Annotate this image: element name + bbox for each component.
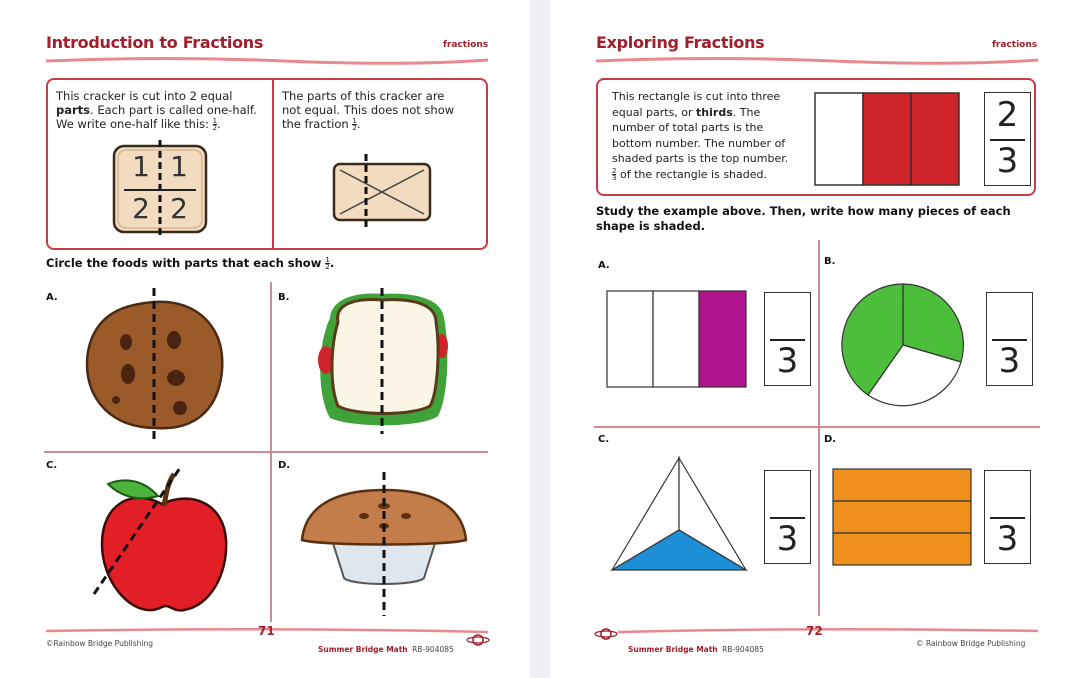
text-span: We write one-half like this:	[56, 117, 210, 131]
footer-book-info	[318, 639, 454, 657]
page-title: Introduction to Fractions	[46, 33, 264, 52]
text-span: .	[356, 117, 361, 131]
fraction-denominator: 3	[612, 174, 617, 182]
fraction-denominator: 2	[325, 263, 330, 271]
answer-box-c[interactable]	[764, 470, 811, 564]
fraction-denominator: 2	[352, 124, 357, 132]
left-page	[0, 0, 530, 678]
text-line: The parts of this cracker are	[282, 89, 445, 103]
info-box-divider	[272, 80, 274, 248]
fraction-numerator: 1	[352, 117, 357, 125]
pie-image[interactable]	[296, 470, 472, 616]
section-tag: fractions	[443, 40, 489, 50]
book-code: RB-904085	[412, 645, 454, 654]
header-swoosh	[594, 55, 1040, 67]
item-label-b: B.	[824, 256, 836, 267]
item-label-a: A.	[598, 260, 610, 271]
fraction-numerator: 1	[212, 117, 218, 125]
answer-denominator: 3	[998, 341, 1021, 381]
planet-icon	[594, 626, 618, 642]
header-swoosh	[44, 55, 490, 67]
text-line: bottom number. The number of	[612, 136, 786, 150]
text-line: This rectangle is cut into three	[612, 90, 781, 103]
copyright: ©Rainbow Bridge Publishing	[46, 639, 154, 648]
answer-denominator: 3	[776, 519, 799, 559]
text-span: . The	[732, 105, 761, 119]
text-line	[56, 117, 266, 131]
example-denominator: 3	[996, 141, 1019, 181]
text-line: number of total parts is the	[612, 121, 764, 134]
grid-divider-horizontal	[594, 426, 1040, 428]
grid-divider-vertical	[818, 240, 820, 616]
thirds-explanation	[612, 89, 822, 182]
example-rectangle	[814, 92, 962, 186]
item-label-c: C.	[598, 434, 610, 445]
answer-denominator: 3	[996, 519, 1019, 559]
instruction-text: Circle the foods with parts that each show	[46, 256, 322, 270]
text-span: .	[329, 256, 335, 270]
page-number: 72	[806, 624, 823, 638]
apple-image[interactable]	[92, 464, 232, 616]
cracker-denominator-left: 2	[132, 192, 150, 225]
answer-box-a[interactable]	[764, 292, 811, 386]
cracker-unequal-parts	[328, 152, 438, 232]
planet-icon	[466, 632, 490, 648]
example-fraction-box	[984, 92, 1031, 186]
text-line	[282, 117, 482, 131]
cracker-image	[110, 140, 210, 238]
shape-a-rectangle	[606, 290, 748, 388]
cracker-equal-parts	[110, 140, 210, 238]
text-line	[612, 105, 822, 121]
fraction-numerator: 2	[612, 167, 617, 175]
cracker-explanation	[56, 89, 266, 131]
shape-b-circle	[840, 282, 966, 408]
fraction-denominator: 2	[212, 124, 218, 132]
unequal-explanation	[282, 89, 482, 131]
instruction-line: Study the example above. Then, write how many pieces of each	[596, 204, 1011, 218]
text-span: of the rectangle is shaded.	[619, 167, 767, 181]
text-line: shaded parts is the top number.	[612, 152, 789, 165]
cracker-numerator-left: 1	[132, 150, 150, 183]
cracker-numerator-right: 1	[170, 150, 188, 183]
text-span: . Each part is called one-half.	[90, 103, 257, 117]
item-label-d: D.	[824, 434, 837, 445]
text-line: not equal. This does not show	[282, 103, 455, 117]
cracker-denominator-right: 2	[170, 192, 188, 225]
text-span: the fraction	[282, 117, 349, 131]
page-title: Exploring Fractions	[596, 33, 765, 52]
bold-term: parts	[56, 103, 91, 117]
text-line	[56, 103, 266, 117]
book-title: Summer Bridge Math	[628, 645, 718, 654]
instruction-line: shape is shaded.	[596, 219, 706, 233]
cookie-image[interactable]	[76, 288, 232, 442]
sandwich-image[interactable]	[312, 288, 452, 434]
answer-denominator: 3	[776, 341, 799, 381]
footer-book-info	[628, 639, 764, 657]
info-box	[596, 78, 1036, 196]
right-page	[550, 0, 1080, 678]
item-label-a: A.	[46, 292, 58, 303]
book-code: RB-904085	[722, 645, 764, 654]
shape-d-rectangle	[832, 468, 972, 566]
shape-c-triangle	[610, 456, 748, 572]
text-span: .	[217, 117, 221, 131]
answer-box-d[interactable]	[984, 470, 1031, 564]
item-label-d: D.	[278, 460, 291, 471]
example-numerator: 2	[996, 95, 1019, 135]
item-label-b: B.	[278, 292, 290, 303]
section-tag: fractions	[992, 40, 1038, 50]
item-label-c: C.	[46, 460, 58, 471]
instruction	[596, 204, 1036, 234]
footer-swoosh	[616, 626, 1040, 636]
info-box	[46, 78, 488, 250]
instruction	[46, 256, 334, 271]
copyright: © Rainbow Bridge Publishing	[916, 639, 1026, 648]
page-number: 71	[258, 624, 275, 638]
text-span: equal parts, or	[612, 105, 697, 119]
grid-divider-horizontal	[44, 451, 488, 453]
text-line	[612, 167, 822, 183]
book-title: Summer Bridge Math	[318, 645, 408, 654]
text-line: This cracker is cut into 2 equal	[56, 89, 233, 103]
fraction-two-thirds	[612, 168, 616, 181]
answer-box-b[interactable]	[986, 292, 1033, 386]
bold-term: thirds	[696, 105, 733, 119]
fraction-numerator: 1	[325, 256, 330, 264]
